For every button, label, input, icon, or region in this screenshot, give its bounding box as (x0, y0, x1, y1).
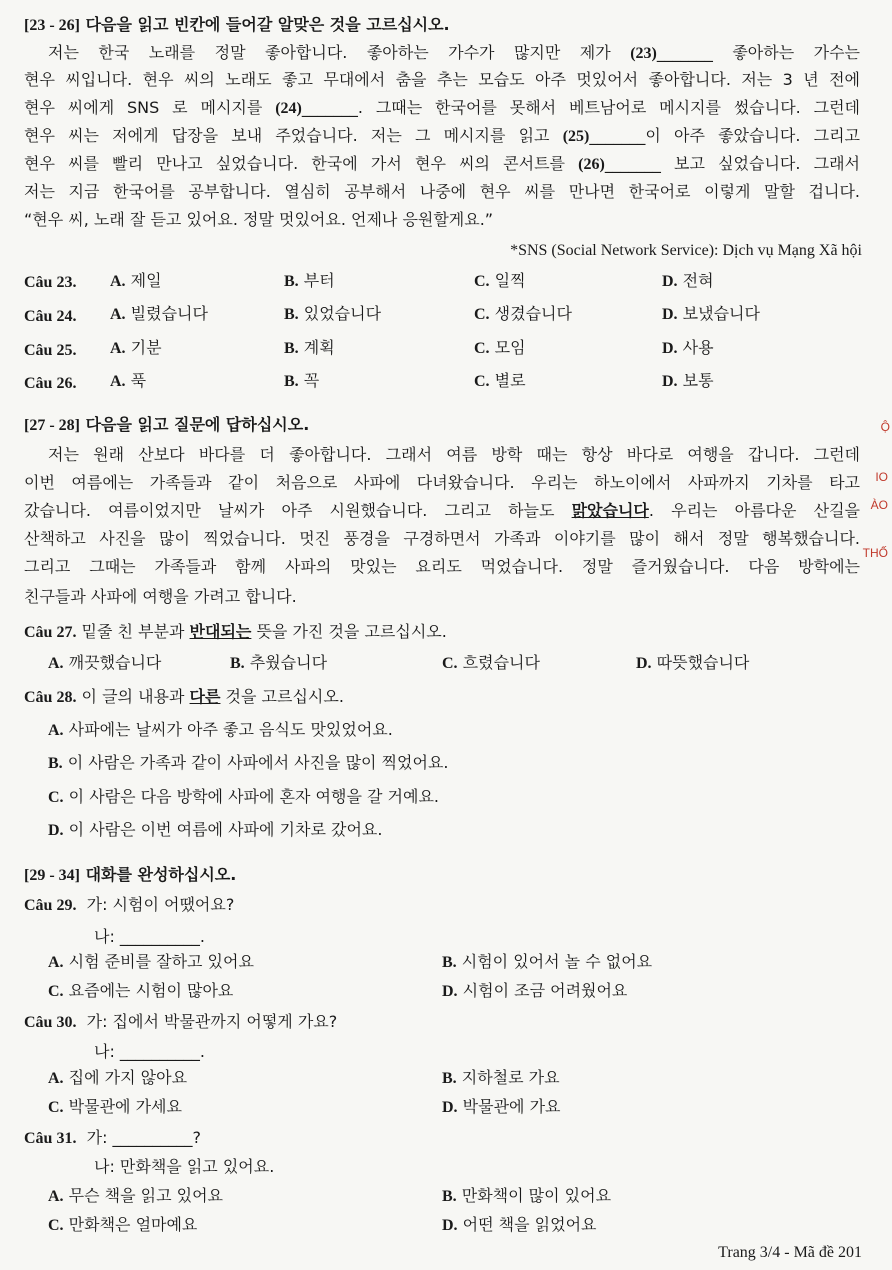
underlined-word: 맑았습니다 (571, 501, 649, 520)
option-d[interactable]: D. 따뜻했습니다 (636, 653, 750, 672)
passage-line: 현우 씨입니다. 현우 씨의 노래도 좋고 무대에서 춤을 추는 모습도 아주 멋있어서 좋아합니다. 저는 3 년 전에 (24, 70, 860, 89)
passage-line: 그리고 그때는 가족들과 함께 사파의 맛있는 요리도 먹었습니다. 정말 즐거웠습니다. 다음 방학에는 (24, 557, 860, 576)
option-d[interactable]: D. 보통 (662, 371, 714, 390)
option-a[interactable]: A. 집에 가지 않아요 (48, 1068, 188, 1087)
question-label: Câu 25. (24, 342, 77, 359)
page-footer: Trang 3/4 - Mã đề 201 (718, 1244, 862, 1261)
option-b[interactable]: B. 추웠습니다 (230, 653, 328, 672)
option-d[interactable]: D. 보냈습니다 (662, 304, 760, 323)
passage-line: “현우 씨, 노래 잘 듣고 있어요. 정말 멋있어요. 언제나 응원할게요.” (24, 210, 494, 229)
margin-mark: ÀO (870, 498, 888, 512)
option-c[interactable]: C. 요즘에는 시험이 많아요 (48, 981, 234, 1000)
option-c[interactable]: C. 박물관에 가세요 (48, 1097, 182, 1116)
option-c[interactable]: C. 흐렸습니다 (442, 653, 540, 672)
section-header-27-28: [27 - 28] 다음을 읽고 질문에 답하십시오. (24, 415, 310, 434)
option-d[interactable]: D. 어떤 책을 읽었어요 (442, 1215, 597, 1234)
question-29-line-1: Câu 29. 가: 시험이 어땠어요? (24, 895, 235, 914)
option-d[interactable]: D. 시험이 조금 어려웠어요 (442, 981, 628, 1000)
question-label: Câu 26. (24, 375, 77, 392)
question-label: Câu 24. (24, 308, 77, 325)
question-27-stem: Câu 27. 밑줄 친 부분과 반대되는 뜻을 가진 것을 고르십시오. (24, 622, 447, 641)
passage-line: 저는 지금 한국어를 공부합니다. 열심히 공부해서 나중에 현우 씨를 만나면 한국어로 이렇게 말할 겁니다. (24, 182, 860, 201)
margin-mark: THỐ (862, 546, 888, 560)
footnote: *SNS (Social Network Service): Dịch vụ Mạng Xã hội (510, 242, 862, 259)
question-29-line-2: 나: __________. (94, 927, 206, 946)
option-d[interactable]: D. 박물관에 가요 (442, 1097, 561, 1116)
passage-line: 갔습니다. 여름이었지만 날씨가 아주 시원했습니다. 그리고 하늘도 맑았습니다. 우리는 아름다운 산길을 (24, 501, 860, 520)
option-b[interactable]: B. 이 사람은 가족과 같이 사파에서 사진을 많이 찍었어요. (48, 753, 449, 772)
question-30-line-2: 나: __________. (94, 1042, 206, 1061)
option-c[interactable]: C. 만화책은 얼마예요 (48, 1215, 198, 1234)
margin-mark: Ộ (880, 420, 890, 434)
passage-line: 현우 씨를 빨리 만나고 싶었습니다. 한국에 가서 현우 씨의 콘서트를 (26)_______ 보고 싶었습니다. 그래서 (24, 154, 861, 173)
margin-mark: IO (875, 470, 888, 484)
option-b[interactable]: B. 있었습니다 (284, 304, 382, 323)
option-c[interactable]: C. 일찍 (474, 271, 526, 290)
passage-line: 이번 여름에는 가족들과 같이 처음으로 사파에 다녀왔습니다. 우리는 하노이에서 사파까지 기차를 타고 (24, 473, 860, 492)
question-30-line-1: Câu 30. 가: 집에서 박물관까지 어떻게 가요? (24, 1012, 338, 1031)
option-b[interactable]: B. 계획 (284, 338, 335, 357)
option-a[interactable]: A. 무슨 책을 읽고 있어요 (48, 1186, 224, 1205)
section-header-29-34: [29 - 34] 대화를 완성하십시오. (24, 865, 237, 884)
option-a[interactable]: A. 제일 (110, 271, 162, 290)
passage-line: 현우 씨는 저에게 답장을 보내 주었습니다. 저는 그 메시지를 읽고 (25)_______이 아주 좋았습니다. 그리고 (24, 126, 860, 145)
option-a[interactable]: A. 사파에는 날씨가 아주 좋고 음식도 맛있었어요. (48, 720, 393, 739)
question-28-stem: Câu 28. 이 글의 내용과 다른 것을 고르십시오. (24, 687, 344, 706)
option-d[interactable]: D. 전혀 (662, 271, 714, 290)
option-a[interactable]: A. 깨끗했습니다 (48, 653, 162, 672)
passage-line: 산책하고 사진을 많이 찍었습니다. 멋진 풍경을 구경하면서 가족과 이야기를 많이 해서 정말 행복했습니다. (24, 529, 860, 548)
passage-line: 친구들과 사파에 여행을 가려고 합니다. (24, 587, 297, 606)
option-b[interactable]: B. 꼭 (284, 371, 320, 390)
passage-line: 현우 씨에게 SNS 로 메시지를 (24)_______. 그때는 한국어를 못해서 베트남어로 메시지를 썼습니다. 그런데 (24, 98, 860, 117)
passage-line: 저는 한국 노래를 정말 좋아합니다. 좋아하는 가수가 많지만 제가 (23)_______ 좋아하는 가수는 (48, 43, 860, 62)
option-b[interactable]: B. 시험이 있어서 놀 수 없어요 (442, 952, 653, 971)
question-label: Câu 23. (24, 274, 77, 291)
option-c[interactable]: C. 생겼습니다 (474, 304, 572, 323)
option-c[interactable]: C. 별로 (474, 371, 526, 390)
option-b[interactable]: B. 지하철로 가요 (442, 1068, 560, 1087)
question-31-line-2: 나: 만화책을 읽고 있어요. (94, 1157, 275, 1176)
option-c[interactable]: C. 이 사람은 다음 방학에 사파에 혼자 여행을 갈 거예요. (48, 787, 440, 806)
question-31-line-1: Câu 31. 가: __________? (24, 1128, 202, 1147)
option-b[interactable]: B. 만화책이 많이 있어요 (442, 1186, 612, 1205)
option-a[interactable]: A. 푹 (110, 371, 147, 390)
option-d[interactable]: D. 사용 (662, 338, 714, 357)
section-header-23-26: [23 - 26] 다음을 읽고 빈칸에 들어갈 알맞은 것을 고르십시오. (24, 15, 450, 34)
option-b[interactable]: B. 부터 (284, 271, 335, 290)
passage-line: 저는 원래 산보다 바다를 더 좋아합니다. 그래서 여름 방학 때는 항상 바다로 여행을 갑니다. 그런데 (48, 445, 860, 464)
option-d[interactable]: D. 이 사람은 이번 여름에 사파에 기차로 갔어요. (48, 820, 383, 839)
option-a[interactable]: A. 빌렸습니다 (110, 304, 208, 323)
option-a[interactable]: A. 시험 준비를 잘하고 있어요 (48, 952, 254, 971)
option-a[interactable]: A. 기분 (110, 338, 162, 357)
option-c[interactable]: C. 모임 (474, 338, 526, 357)
